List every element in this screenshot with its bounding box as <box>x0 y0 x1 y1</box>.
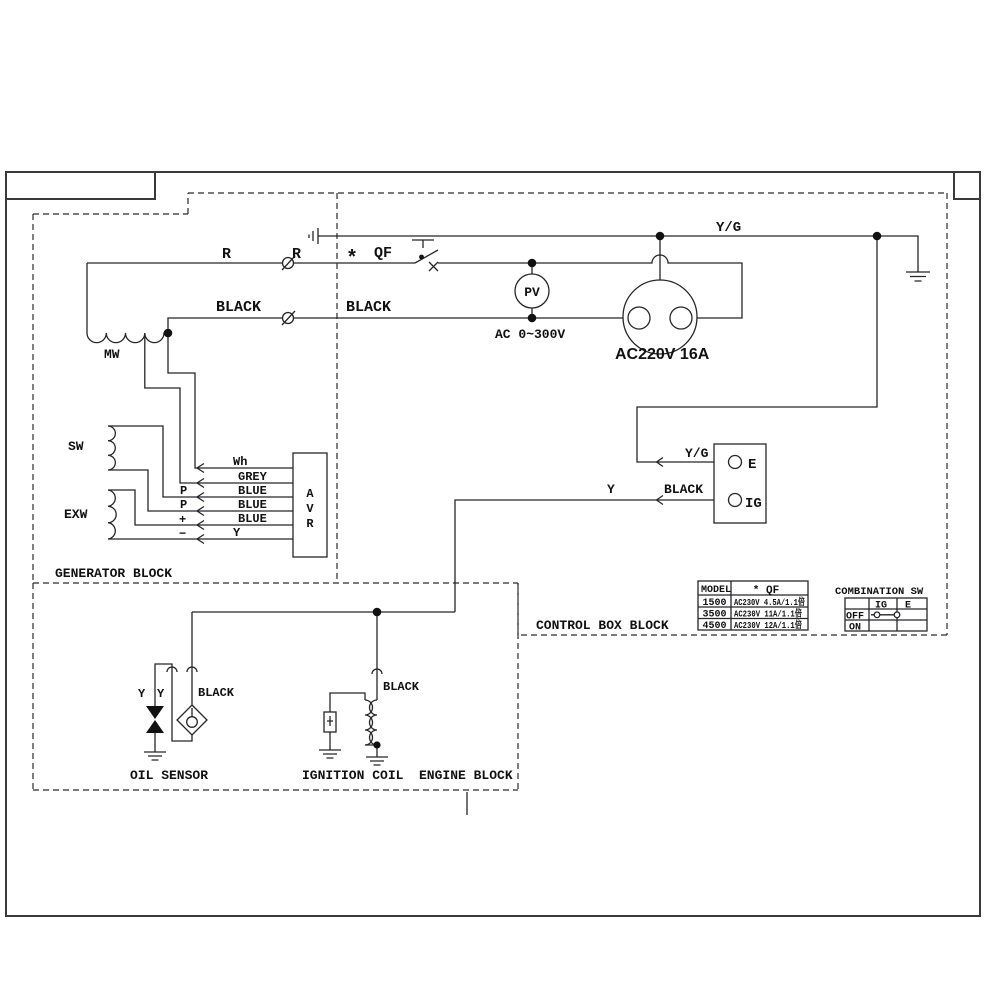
model-table-cell: 3500 <box>702 609 727 621</box>
wire-label-blue1: BLUE <box>238 484 267 498</box>
combination-sw-row-on: ON <box>849 622 862 634</box>
ac-socket-icon <box>623 236 697 354</box>
oil-sensor-title: OIL SENSOR <box>130 768 209 783</box>
model-table-cell: AC230V 12A/1.1倍 <box>734 620 824 631</box>
mw-winding-icon <box>87 263 168 343</box>
exw-winding-icon <box>108 490 116 539</box>
wire-label-y: Y <box>233 526 241 540</box>
combination-sw-row-off: OFF <box>846 611 865 623</box>
avr-letter-a: A <box>306 487 314 501</box>
ignition-coil-icon <box>365 700 377 745</box>
ground-icon <box>144 752 166 760</box>
r-label-left: R <box>222 246 232 263</box>
mw-label: MW <box>104 347 120 362</box>
wire-label-grey: GREY <box>238 470 267 484</box>
oil-black-label: BLACK <box>198 686 235 700</box>
sw-label: SW <box>68 439 84 454</box>
block-outlines <box>33 193 947 790</box>
oil-y1-label: Y <box>138 687 146 701</box>
ig-wire-label-y: Y <box>607 482 615 497</box>
e-terminal-label: E <box>748 457 757 473</box>
exw-label: EXW <box>64 507 88 522</box>
wh-wire <box>168 333 293 468</box>
grey-wire <box>145 333 293 483</box>
model-table-cell: AC230V 4.5A/1.1倍 <box>734 597 830 608</box>
connector-icon <box>282 311 295 325</box>
avr-connectors <box>197 464 204 544</box>
avr-letter-r: R <box>306 517 314 531</box>
frame-notch-right <box>954 172 980 199</box>
qf-breaker-icon <box>412 240 438 271</box>
engine-block-title: ENGINE BLOCK <box>419 768 513 783</box>
ground-icon <box>906 272 930 281</box>
terminal-label-p1: P <box>180 484 188 498</box>
oil-sensor-inner-icon <box>187 717 198 728</box>
qf-asterisk: * <box>346 248 359 271</box>
combination-sw-table <box>835 586 927 634</box>
spark-plug-wire <box>330 693 365 712</box>
pv-label: PV <box>524 285 540 300</box>
ig-wire <box>455 500 732 612</box>
generator-windings <box>108 333 327 557</box>
wire-label-blue2: BLUE <box>238 498 267 512</box>
combination-sw-col-ig: IG <box>875 600 888 612</box>
terminal-label-minus: − <box>179 527 187 541</box>
control-box-title: CONTROL BOX BLOCK <box>536 618 669 633</box>
sheet-frame <box>6 172 980 916</box>
e-terminal-icon <box>729 456 742 469</box>
model-table <box>698 581 830 632</box>
generator-block-title: GENERATOR BLOCK <box>55 566 173 581</box>
model-table-cell: 4500 <box>702 621 727 632</box>
oil-y2-label: Y <box>157 687 165 701</box>
ground-icon <box>309 228 318 244</box>
e-wire-label: Y/G <box>685 446 709 461</box>
model-table-header-qf: * QF <box>752 585 780 597</box>
qf-label: QF <box>374 245 393 262</box>
pv-range-label: AC 0~300V <box>495 327 566 342</box>
terminal-label-p2: P <box>180 498 188 512</box>
model-table-cell: 1500 <box>702 598 727 609</box>
combination-sw-col-e: E <box>905 600 912 612</box>
model-table-cell: AC230V 11A/1.1倍 <box>734 608 824 620</box>
combination-sw-title: COMBINATION SW <box>835 586 924 598</box>
model-table-header-model: MODEL <box>701 585 732 596</box>
ig-terminal-label: IG <box>745 496 762 512</box>
black-label-right: BLACK <box>346 299 392 316</box>
ignition-coil-title: IGNITION COIL <box>302 768 404 783</box>
oil-switch-icon <box>146 706 164 733</box>
r-label-right: R <box>292 246 302 263</box>
yg-ground-line <box>309 228 930 281</box>
ig-terminal-icon <box>729 494 742 507</box>
wire-label-wh: Wh <box>233 455 248 469</box>
ig-wire-label-black: BLACK <box>664 482 704 497</box>
ground-icon <box>366 757 388 765</box>
spark-plug-icon <box>324 712 336 732</box>
yg-label: Y/G <box>716 220 742 236</box>
wire-label-blue3: BLUE <box>238 512 267 526</box>
sw-winding-icon <box>108 426 115 470</box>
terminal-label-plus: + <box>179 513 187 527</box>
black-label-left: BLACK <box>216 299 262 316</box>
ground-icon <box>319 750 341 758</box>
junction-dots <box>164 232 882 749</box>
ignition-black-label: BLACK <box>383 680 420 694</box>
engine-block-outline <box>33 583 518 790</box>
socket-label: AC220V 16A <box>615 346 710 363</box>
frame-notch-left <box>6 172 155 199</box>
avr-letter-v: V <box>306 502 314 516</box>
